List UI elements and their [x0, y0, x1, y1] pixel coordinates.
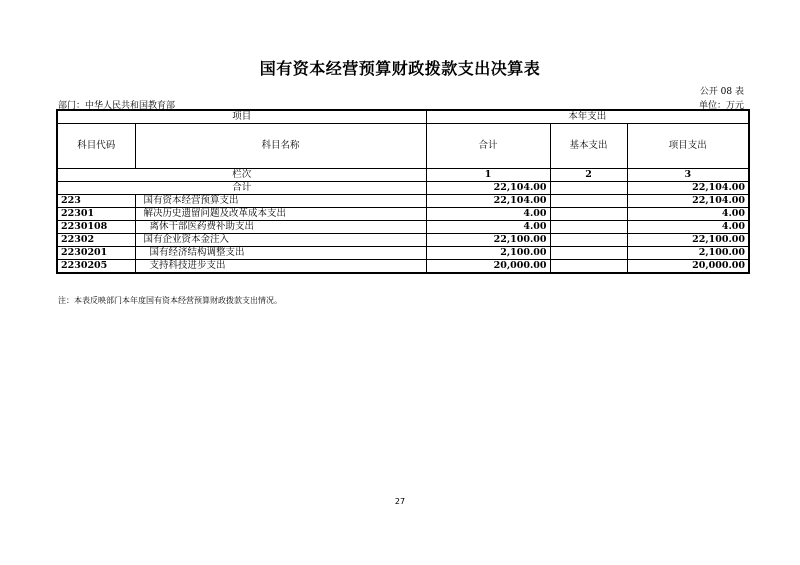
row-code: 22301 [57, 208, 135, 221]
row-name: 国有企业资本金注入 [135, 234, 426, 247]
budget-table [56, 109, 750, 274]
form-code: 公开 08 表 [699, 87, 744, 97]
column-index-2: 2 [550, 169, 627, 182]
column-header-row [57, 124, 749, 169]
row-total: 4.00 [426, 221, 550, 234]
row-total: 22,104.00 [426, 195, 550, 208]
row-total: 2,100.00 [426, 247, 550, 260]
table-note: 注：本表反映部门本年度国有资本经营预算财政拨款支出情况。 [58, 296, 282, 305]
row-name: 离休干部医药费补助支出 [135, 221, 426, 234]
row-basic [550, 260, 627, 274]
column-index-row [57, 169, 749, 182]
row-project: 22,104.00 [627, 195, 749, 208]
row-code: 2230205 [57, 260, 135, 274]
row-basic [550, 234, 627, 247]
row-name: 解决历史遗留问题及改革成本支出 [135, 208, 426, 221]
total-basic [550, 182, 627, 195]
total-project: 22,104.00 [627, 182, 749, 195]
header-current-year: 本年支出 [426, 110, 749, 124]
col-code-header: 科目代码 [57, 124, 135, 169]
row-basic [550, 195, 627, 208]
row-total: 20,000.00 [426, 260, 550, 274]
row-project: 2,100.00 [627, 247, 749, 260]
table-row [57, 195, 749, 208]
row-basic [550, 208, 627, 221]
col-project-header: 项目支出 [627, 124, 749, 169]
row-name: 国有经济结构调整支出 [135, 247, 426, 260]
row-total: 22,100.00 [426, 234, 550, 247]
col-name-header: 科目名称 [135, 124, 426, 169]
total-row [57, 182, 749, 195]
unit-label: 单位：万元 [698, 101, 744, 111]
col-basic-header: 基本支出 [550, 124, 627, 169]
table-row [57, 221, 749, 234]
table-row [57, 234, 749, 247]
row-code: 22302 [57, 234, 135, 247]
row-project: 22,100.00 [627, 234, 749, 247]
table-header-row [57, 110, 749, 124]
row-code: 2230201 [57, 247, 135, 260]
column-index-3: 3 [627, 169, 749, 182]
column-index-label: 栏次 [57, 169, 426, 182]
table-row [57, 208, 749, 221]
row-name: 国有资本经营预算支出 [135, 195, 426, 208]
page-number: 27 [394, 497, 406, 506]
row-basic [550, 221, 627, 234]
row-basic [550, 247, 627, 260]
total-value: 22,104.00 [426, 182, 550, 195]
row-code: 223 [57, 195, 135, 208]
department-label: 部门：中华人民共和国教育部 [58, 101, 176, 111]
row-name: 支持科技进步支出 [135, 260, 426, 274]
row-project: 20,000.00 [627, 260, 749, 274]
table-row [57, 260, 749, 274]
total-label: 合计 [57, 182, 426, 195]
row-project: 4.00 [627, 208, 749, 221]
table-row [57, 247, 749, 260]
page-title: 国有资本经营预算财政拨款支出决算表 [259, 59, 541, 78]
row-project: 4.00 [627, 221, 749, 234]
row-total: 4.00 [426, 208, 550, 221]
header-project: 项目 [57, 110, 426, 124]
row-code: 2230108 [57, 221, 135, 234]
col-total-header: 合计 [426, 124, 550, 169]
column-index-1: 1 [426, 169, 550, 182]
